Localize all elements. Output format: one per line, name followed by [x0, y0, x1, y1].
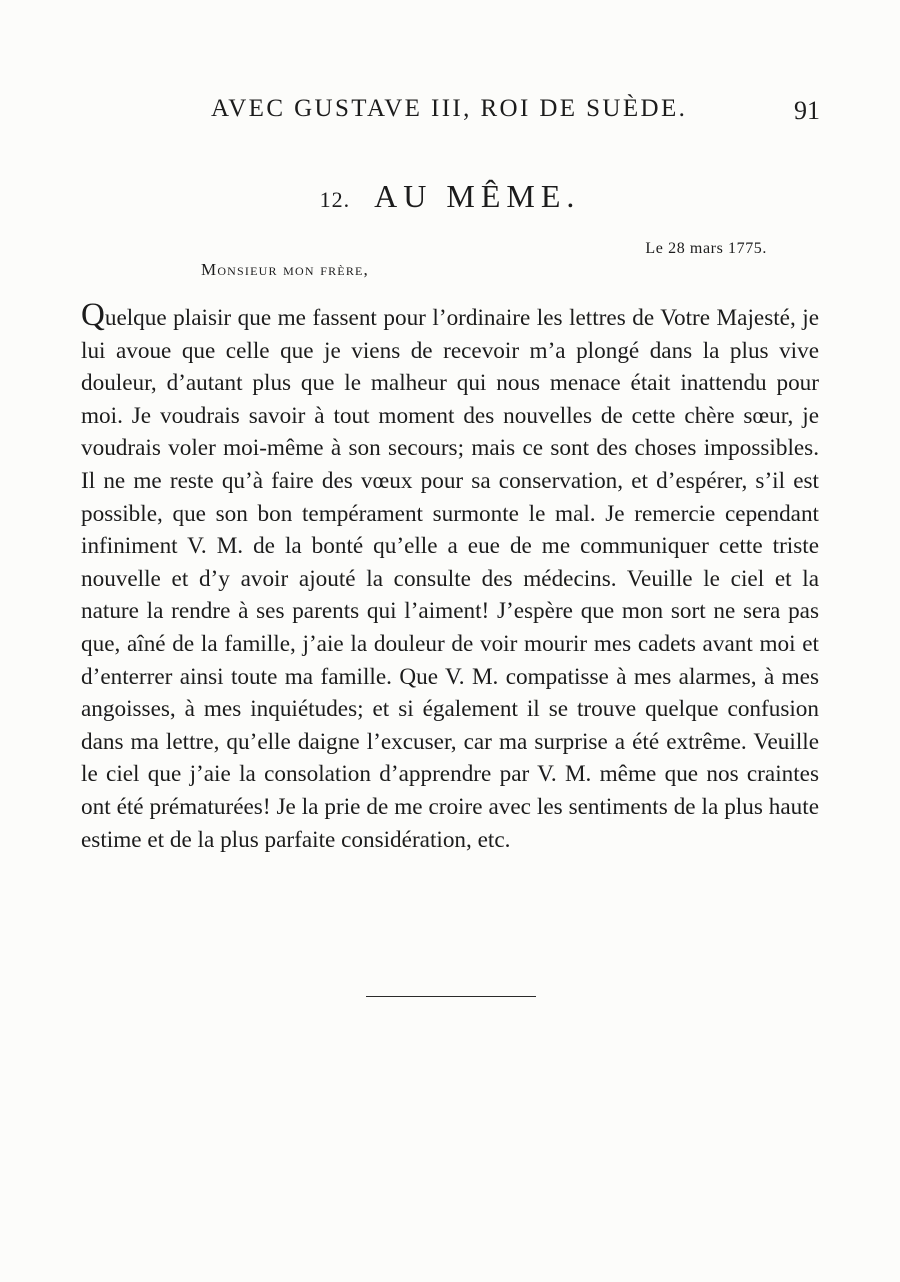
letter-date: Le 28 mars 1775. — [645, 240, 767, 257]
letter-title: AU MÊME. — [374, 178, 581, 214]
running-head — [0, 94, 900, 124]
salutation: Monsieur mon frère, — [201, 260, 370, 279]
page-number: 91 — [794, 96, 820, 125]
end-rule-divider — [366, 996, 536, 997]
letter-number: 12. — [319, 187, 351, 212]
running-title: AVEC GUSTAVE III, ROI DE SUÈDE. — [211, 95, 688, 122]
letter-heading — [0, 178, 900, 215]
letter-body: Quelque plaisir que me fassent pour l’ordinaire les lettres de Votre Majesté, je lui avoue que celle que je viens de recevoir m’a plongé dans la plus vive douleur, d’autant plus que le malheur qui nous menace était inattendu pour moi. Je voudrais savoir à tout moment des nouvelles de cette chère sœur, je voudrais voler moi-même à son secours; mais ce sont des choses impossibles. Il ne me reste qu’à faire des vœux pour sa conservation, et d’espérer, s’il est possible, que son bon tempérament surmonte le mal. Je remercie cependant infiniment V. M. de la bonté qu’elle a eue de me communiquer cette triste nouvelle et d’y avoir ajouté la consulte des médecins. Veuille le ciel et la nature la rendre à ses parents qui l’aiment! J’espère que mon sort ne sera pas que, aîné de la famille, j’aie la douleur de voir mourir mes cadets avant moi et d’enterrer ainsi toute ma famille. Que V. M. compatisse à mes alarmes, à mes angoisses, à mes inquiétudes; et si également il se trouve quelque confusion dans ma lettre, qu’elle daigne l’excuser, car ma surprise a été extrême. Veuille le ciel que j’aie la consolation d’apprendre par V. M. même que nos craintes ont été prématurées! Je la prie de me croire avec les sentiments de la plus haute estime et de la plus parfaite considération, etc. — [81, 297, 819, 853]
